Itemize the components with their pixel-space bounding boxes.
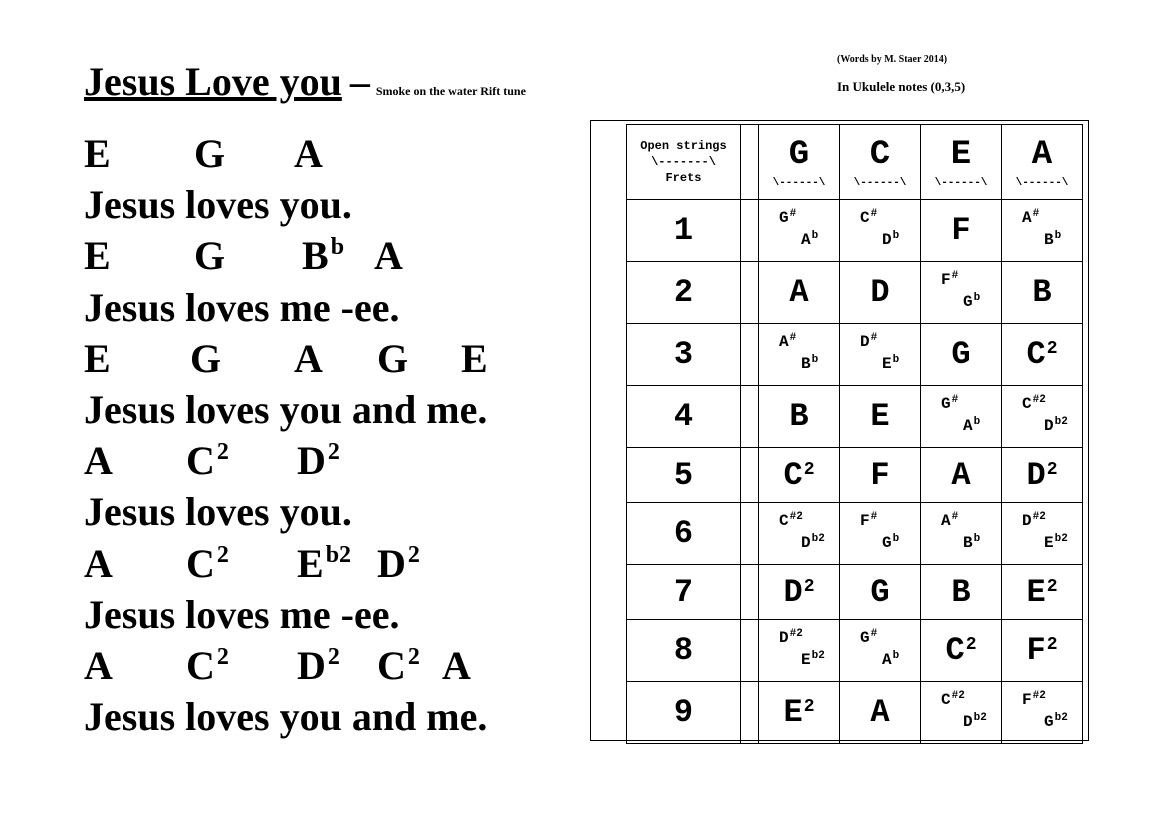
sharp-note: C# (860, 208, 878, 227)
string-underline: \------\ (853, 177, 907, 189)
note-modifier: b (892, 230, 900, 242)
fret-number-text: 5 (673, 456, 694, 494)
chord-line (84, 435, 487, 486)
note-cell (1002, 682, 1083, 744)
note-modifier: #2 (1032, 690, 1046, 702)
note-modifier: b2 (1054, 712, 1068, 724)
chord: E (461, 335, 488, 381)
note-cell (1002, 262, 1083, 324)
natural-note: $C^2$ (783, 456, 815, 494)
lyric-line: Jesus loves you and me. (84, 386, 488, 432)
fret-number-text: 2 (673, 274, 694, 311)
note-cell (921, 386, 1002, 448)
enharmonic-pair (921, 682, 1001, 743)
flat-note: $B^b$ (963, 533, 981, 552)
chord: $C^2$ (186, 540, 229, 586)
fretboard-header-row (627, 125, 1083, 200)
title-dash: – (349, 59, 370, 104)
natural-note: G (951, 336, 971, 373)
spacer-cell (741, 682, 759, 744)
fret-row (627, 503, 1083, 565)
enharmonic-pair (759, 200, 839, 261)
chord: A (84, 540, 113, 586)
note-modifier: b (973, 292, 981, 304)
note-modifier: 2 (803, 459, 815, 480)
note-modifier: # (951, 270, 959, 282)
fret-row (627, 324, 1083, 386)
chord: E (84, 233, 111, 279)
fret-number (627, 682, 741, 744)
enharmonic-pair (759, 620, 839, 681)
fret-row (627, 565, 1083, 620)
note-modifier: #2 (789, 511, 803, 523)
fret-row (627, 262, 1083, 324)
string-name: A (1031, 136, 1053, 174)
sharp-note: A# (779, 332, 797, 351)
sharp-note: G# (860, 628, 878, 647)
string-name: C (869, 136, 891, 174)
flat-note: $D^b$ (882, 230, 900, 249)
fret-number-text: 6 (673, 515, 694, 552)
lyric-line: Jesus loves you. (84, 489, 352, 535)
chord-line (84, 128, 487, 179)
string-underline: \------\ (772, 177, 826, 189)
note-modifier: #2 (1032, 511, 1046, 523)
flat-note: $G^{b2}$ (1044, 712, 1068, 731)
sharp-note: D# (860, 332, 878, 351)
note-modifier: b2 (973, 712, 987, 724)
chord-line (84, 640, 487, 691)
note-cell (1002, 200, 1083, 262)
note-cell (759, 262, 840, 324)
enharmonic-pair (1002, 503, 1082, 564)
spacer-cell (741, 565, 759, 620)
flat-note: $G^b$ (882, 533, 900, 552)
note-modifier: b (330, 234, 345, 261)
fret-number-text: 3 (673, 336, 694, 373)
enharmonic-pair (1002, 682, 1082, 743)
sharp-note: $D^{\#2}$ (779, 628, 803, 647)
flat-note: $G^b$ (963, 292, 981, 311)
chord: $D^2$ (297, 438, 340, 484)
fret-number-text: 7 (673, 573, 694, 611)
sharp-note: $C^{\#2}$ (1022, 394, 1046, 413)
chord: A (84, 642, 113, 688)
note-modifier: 2 (1046, 576, 1058, 597)
note-modifier: 2 (1046, 635, 1058, 655)
fret-row (627, 386, 1083, 448)
natural-note: F (870, 456, 890, 494)
note-modifier: b (892, 354, 900, 366)
fret-number (627, 503, 741, 565)
note-modifier: b2 (811, 533, 825, 545)
enharmonic-pair (759, 503, 839, 564)
natural-note: F (951, 212, 971, 249)
title-block (84, 58, 526, 105)
note-cell (1002, 386, 1083, 448)
note-modifier: 2 (803, 576, 815, 597)
flat-note: $E^b$ (882, 354, 900, 373)
note-modifier: # (789, 208, 797, 220)
chord: $D^2$ (377, 540, 420, 586)
chord: G (190, 335, 222, 381)
enharmonic-pair (840, 324, 920, 385)
enharmonic-pair (840, 503, 920, 564)
fret-number-text: 1 (673, 212, 694, 249)
song-sheet (84, 128, 487, 742)
chord: G (194, 233, 226, 279)
subtitle: Smoke on the water Rift tune (375, 84, 526, 98)
spacer-cell (741, 125, 759, 200)
note-modifier: # (870, 511, 878, 523)
sharp-note: $F^{\#2}$ (1022, 690, 1046, 709)
note-modifier: # (951, 394, 959, 406)
note-modifier: # (870, 208, 878, 220)
sharp-note: G# (779, 208, 797, 227)
fret-number (627, 620, 741, 682)
fret-row (627, 448, 1083, 503)
spacer-cell (741, 386, 759, 448)
note-modifier: #2 (789, 628, 803, 640)
note-modifier: b2 (325, 541, 352, 568)
fret-number-text: 9 (673, 694, 694, 731)
note-cell (840, 386, 921, 448)
enharmonic-pair (921, 503, 1001, 564)
note-modifier: #2 (1032, 394, 1046, 406)
natural-note: E (870, 398, 890, 435)
note-cell (921, 565, 1002, 620)
natural-note: $E^2$ (1026, 573, 1058, 611)
note-modifier: 2 (1046, 339, 1058, 359)
note-modifier: b (811, 354, 819, 366)
note-cell (759, 448, 840, 503)
note-cell (840, 200, 921, 262)
spacer-cell (741, 620, 759, 682)
note-modifier: b (973, 533, 981, 545)
note-cell (759, 503, 840, 565)
chord: G (194, 131, 226, 176)
label-line: Open strings (640, 139, 727, 153)
fret-number-text: 4 (673, 398, 694, 435)
note-cell (921, 448, 1002, 503)
note-modifier: 2 (327, 439, 340, 466)
spacer-cell (741, 448, 759, 503)
flat-note: $B^b$ (1044, 230, 1062, 249)
note-modifier: b (973, 416, 981, 428)
enharmonic-pair (1002, 200, 1082, 261)
string-name: G (788, 136, 810, 174)
natural-note: $D^2$ (783, 573, 815, 611)
lyric-line: Jesus loves me -ee. (84, 591, 400, 637)
string-name: E (950, 136, 972, 174)
natural-note: $C^2$ (945, 632, 977, 669)
flat-note: $A^b$ (801, 230, 819, 249)
note-cell (759, 620, 840, 682)
note-cell (921, 682, 1002, 744)
enharmonic-pair (1002, 386, 1082, 447)
chord: $B^b$ (302, 233, 345, 279)
note-cell (840, 262, 921, 324)
note-modifier: # (951, 511, 959, 523)
note-modifier: 2 (216, 541, 229, 568)
natural-note: $C^2$ (1026, 336, 1058, 373)
label-line: \-------\ (651, 155, 716, 169)
chord: A (294, 131, 323, 176)
chord: $C^2$ (186, 438, 229, 484)
fret-number (627, 386, 741, 448)
note-modifier: b (892, 650, 900, 662)
spacer-cell (741, 503, 759, 565)
natural-note: B (951, 573, 971, 611)
string-underline: \------\ (934, 177, 988, 189)
note-cell (921, 503, 1002, 565)
chord: E (84, 131, 111, 176)
flat-note: $D^{b2}$ (1044, 416, 1068, 435)
note-modifier: # (789, 332, 797, 344)
enharmonic-pair (921, 262, 1001, 323)
fret-row (627, 682, 1083, 744)
string-header-a (1002, 125, 1083, 200)
chord: A (374, 233, 403, 279)
note-modifier: 2 (216, 643, 229, 670)
note-cell (1002, 565, 1083, 620)
note-modifier: b (811, 230, 819, 242)
enharmonic-pair (759, 324, 839, 385)
lyric-line: Jesus loves you and me. (84, 694, 488, 740)
chord: $C^2$ (377, 642, 420, 688)
chord: $C^2$ (186, 642, 229, 688)
note-cell (840, 448, 921, 503)
note-modifier: #2 (951, 690, 965, 702)
note-cell (759, 386, 840, 448)
chord-line (84, 333, 487, 384)
note-modifier: b2 (811, 650, 825, 662)
spacer-cell (741, 324, 759, 386)
flat-note: $D^{b2}$ (801, 533, 825, 552)
string-header-c (840, 125, 921, 200)
note-modifier: # (870, 628, 878, 640)
string-header-g (759, 125, 840, 200)
fret-number (627, 200, 741, 262)
natural-note: B (1032, 274, 1052, 311)
note-modifier: 2 (407, 643, 420, 670)
enharmonic-pair (840, 620, 920, 681)
note-cell (840, 620, 921, 682)
note-modifier: b (892, 533, 900, 545)
label-line: Frets (665, 171, 702, 185)
note-cell (759, 682, 840, 744)
fret-number (627, 448, 741, 503)
sharp-note: $C^{\#2}$ (779, 511, 803, 530)
note-cell (840, 565, 921, 620)
note-cell (1002, 620, 1083, 682)
sharp-note: $D^{\#2}$ (1022, 511, 1046, 530)
fret-number (627, 262, 741, 324)
chord-line (84, 230, 487, 281)
fretboard-title: In Ukulele notes (0,3,5) (837, 79, 966, 94)
natural-note: $E^2$ (783, 694, 815, 731)
fret-number-text: 8 (673, 632, 694, 669)
sharp-note: F# (941, 270, 959, 289)
fret-row (627, 200, 1083, 262)
note-modifier: 2 (1046, 459, 1058, 480)
natural-note: A (870, 694, 890, 731)
flat-note: $A^b$ (882, 650, 900, 669)
fret-number (627, 565, 741, 620)
flat-note: $A^b$ (963, 416, 981, 435)
lyric-line: Jesus loves you. (84, 182, 352, 228)
note-cell (921, 200, 1002, 262)
chord: A (84, 438, 113, 484)
natural-note: A (789, 274, 809, 311)
spacer-cell (741, 262, 759, 324)
note-cell (921, 262, 1002, 324)
sharp-note: A# (941, 511, 959, 530)
natural-note: $D^2$ (1026, 456, 1058, 494)
note-modifier: 2 (407, 541, 420, 568)
page-title: Jesus Love you (84, 59, 342, 104)
chord: E (84, 335, 111, 381)
note-cell (921, 324, 1002, 386)
flat-note: $E^{b2}$ (801, 650, 825, 669)
chord: $E^{b2}$ (297, 540, 352, 586)
note-modifier: 2 (803, 697, 815, 717)
chord: G (377, 335, 409, 381)
note-cell (759, 200, 840, 262)
note-cell (840, 682, 921, 744)
note-modifier: 2 (327, 643, 340, 670)
note-cell (1002, 503, 1083, 565)
sharp-note: F# (860, 511, 878, 530)
sharp-note: $C^{\#2}$ (941, 690, 965, 709)
note-cell (759, 324, 840, 386)
note-modifier: # (870, 332, 878, 344)
credit-note: (Words by M. Staer 2014) (837, 54, 948, 65)
chord: $D^2$ (297, 642, 340, 688)
natural-note: D (870, 274, 890, 311)
fret-row (627, 620, 1083, 682)
natural-note: A (951, 456, 971, 494)
note-cell (840, 324, 921, 386)
flat-note: $E^{b2}$ (1044, 533, 1068, 552)
flat-note: $B^b$ (801, 354, 819, 373)
natural-note: B (789, 398, 809, 435)
fret-number (627, 324, 741, 386)
string-underline: \------\ (1015, 177, 1069, 189)
chord-line (84, 538, 487, 589)
note-cell (759, 565, 840, 620)
natural-note: G (870, 573, 890, 611)
note-modifier: b (1054, 230, 1062, 242)
fretboard-table (626, 124, 1083, 744)
chord: A (442, 642, 471, 688)
lyric-line: Jesus loves me -ee. (84, 284, 400, 330)
note-modifier: 2 (965, 635, 977, 655)
chord: A (294, 335, 323, 381)
note-cell (921, 620, 1002, 682)
string-header-e (921, 125, 1002, 200)
enharmonic-pair (840, 200, 920, 261)
sharp-note: G# (941, 394, 959, 413)
note-modifier: b2 (1054, 533, 1068, 545)
note-modifier: # (1032, 208, 1040, 220)
enharmonic-pair (921, 386, 1001, 447)
flat-note: $D^{b2}$ (963, 712, 987, 731)
sharp-note: A# (1022, 208, 1040, 227)
open-strings-label (627, 125, 741, 200)
spacer-cell (741, 200, 759, 262)
note-modifier: 2 (216, 439, 229, 466)
note-cell (1002, 324, 1083, 386)
note-modifier: b2 (1054, 416, 1068, 428)
note-cell (840, 503, 921, 565)
note-cell (1002, 448, 1083, 503)
natural-note: $F^2$ (1026, 632, 1058, 669)
